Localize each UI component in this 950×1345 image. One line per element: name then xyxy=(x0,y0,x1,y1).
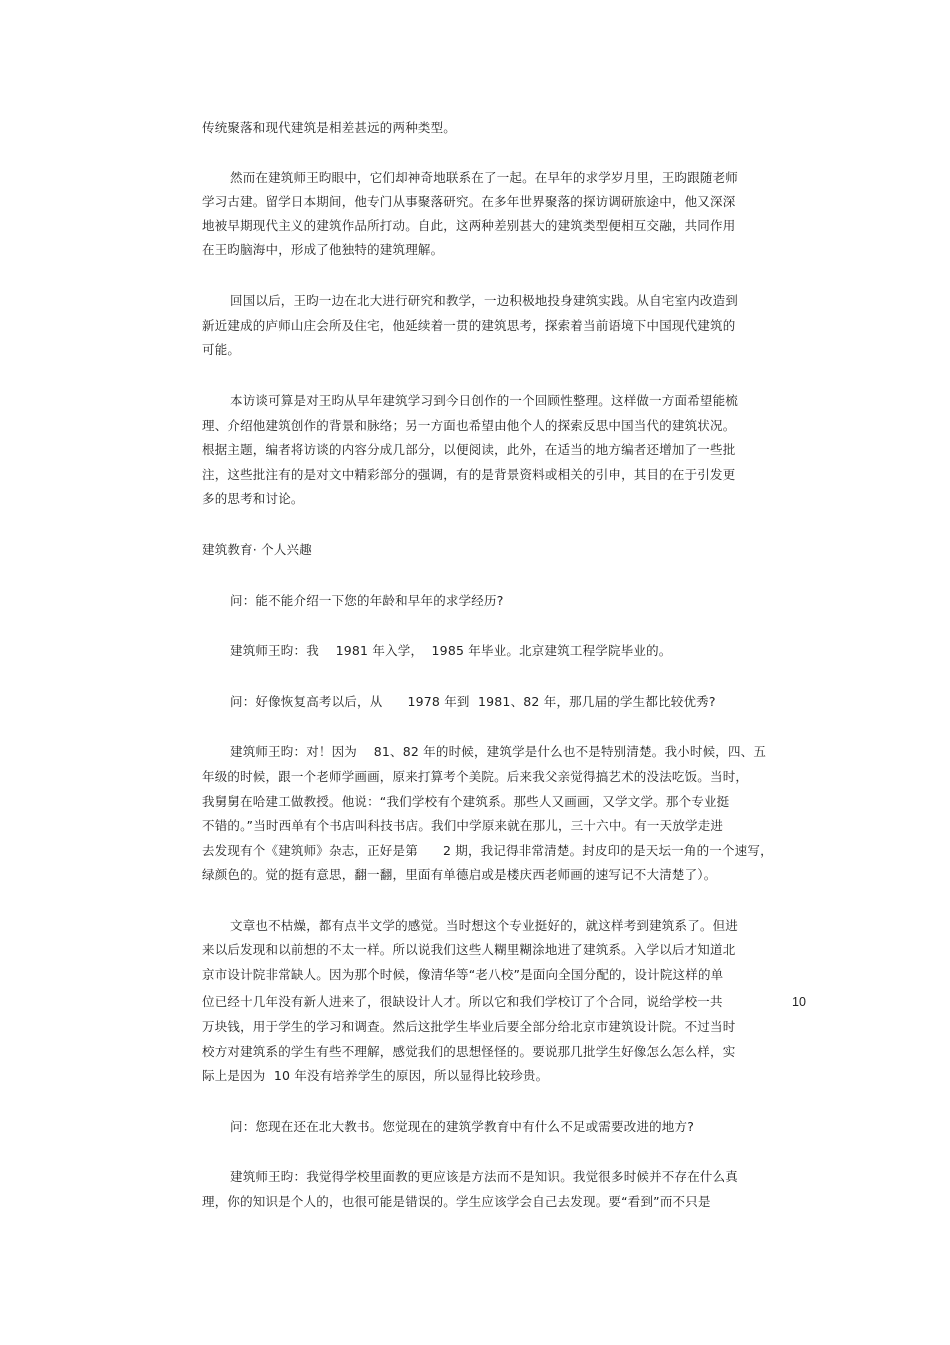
text-line: 万块钱，用于学生的学习和调查。然后这批学生毕业后要全部分给北京市建筑设计院。不过当时 xyxy=(202,1019,736,1034)
text-line: 本访谈可算是对王昀从早年建筑学习到今日创作的一个回顾性整理。这样做一方面希望能梳 xyxy=(230,393,739,408)
text-line: 问：好像恢复高考以后，从 1978 年到 1981、82 年，那几届的学生都比较优秀? xyxy=(230,694,716,709)
text-line: 传统聚落和现代建筑是相差甚远的两种类型。 xyxy=(202,120,457,135)
text-line: 绿颜色的。觉的挺有意思，翻一翻，里面有单德启或是楼庆西老师画的速写记不大清楚了）。 xyxy=(202,867,717,882)
text-line: 建筑师王昀：我觉得学校里面教的更应该是方法而不是知识。我觉很多时候并不存在什么真 xyxy=(230,1169,739,1184)
text-line: 际上是因为 10 年没有培养学生的原因，所以显得比较珍贵。 xyxy=(202,1068,549,1083)
text-line: 来以后发现和以前想的不太一样。所以说我们这些人糊里糊涂地进了建筑系。入学以后才知道北 xyxy=(202,942,736,957)
text-line: 学习古建。留学日本期间，他专门从事聚落研究。在多年世界聚落的探访调研旅途中，他又深深 xyxy=(202,194,736,209)
text-line: 年级的时候，跟一个老师学画画，原来打算考个美院。后来我父亲觉得搞艺术的没法吃饭。当时， xyxy=(202,769,749,784)
text-line: 不错的。”当时西单有个书店叫科技书店。我们中学原来就在那儿，三十六中。有一天放学走进 xyxy=(202,818,724,833)
text-line: 去发现有个《建筑师》杂志，正好是第 2 期，我记得非常清楚。封皮印的是天坛一角的一个速写， xyxy=(202,843,773,858)
text-line: 问：能不能介绍一下您的年龄和早年的求学经历? xyxy=(230,593,504,608)
text-line: 地被早期现代主义的建筑作品所打动。自此，这两种差别甚大的建筑类型便相互交融，共同作用 xyxy=(202,218,736,233)
section-heading: 建筑教育· 个人兴趣 xyxy=(202,542,312,557)
text-line: 根据主题，编者将访谈的内容分成几部分，以便阅读，此外，在适当的地方编者还增加了一些批 xyxy=(202,442,736,457)
page-number: 10 xyxy=(792,995,806,1009)
text-line: 然而在建筑师王昀眼中，它们却神奇地联系在了一起。在早年的求学岁月里，王昀跟随老师 xyxy=(230,170,739,185)
text-line: 位已经十几年没有新人进来了，很缺设计人才。所以它和我们学校订了个合同，说给学校一共 xyxy=(202,994,723,1009)
text-line: 回国以后，王昀一边在北大进行研究和教学，一边积极地投身建筑实践。从自宅室内改造到 xyxy=(230,293,739,308)
text-line: 建筑师王昀：我 1981 年入学， 1985 年毕业。北京建筑工程学院毕业的。 xyxy=(230,643,672,658)
text-line: 文章也不枯燥，都有点半文学的感觉。当时想这个专业挺好的，就这样考到建筑系了。但进 xyxy=(230,918,739,933)
text-line: 多的思考和讨论。 xyxy=(202,491,304,506)
text-line: 校方对建筑系的学生有些不理解，感觉我们的思想怪怪的。要说那几批学生好像怎么怎么样，实 xyxy=(202,1044,736,1059)
text-line: 注，这些批注有的是对文中精彩部分的强调，有的是背景资料或相关的引申，其目的在于引发更 xyxy=(202,467,736,482)
text-line: 可能。 xyxy=(202,342,241,357)
text-line: 京市设计院非常缺人。因为那个时候，像清华等“老八校”是面向全国分配的，设计院这样的单 xyxy=(202,967,724,982)
text-line: 新近建成的庐师山庄会所及住宅，他延续着一贯的建筑思考，探索着当前语境下中国现代建筑的 xyxy=(202,318,736,333)
text-line: 建筑师王昀：对！因为 81、82 年的时候，建筑学是什么也不是特别清楚。我小时候，四、五 xyxy=(230,744,767,759)
text-line: 理，你的知识是个人的，也很可能是错误的。学生应该学会自己去发现。要“看到”而不只是 xyxy=(202,1194,711,1209)
text-line: 在王昀脑海中，形成了他独特的建筑理解。 xyxy=(202,242,444,257)
text-line: 我舅舅在哈建工做教授。他说：“我们学校有个建筑系。那些人又画画，又学文学。那个专业挺 xyxy=(202,794,730,809)
text-line: 问：您现在还在北大教书。您觉现在的建筑学教育中有什么不足或需要改进的地方? xyxy=(230,1119,695,1134)
text-line: 理、介绍他建筑创作的背景和脉络；另一方面也希望由他个人的探索反思中国当代的建筑状况。 xyxy=(202,418,736,433)
